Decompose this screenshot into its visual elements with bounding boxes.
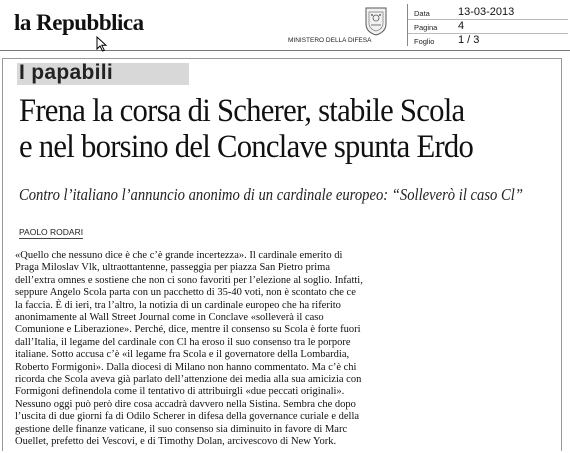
meta-label: Foglio <box>414 37 435 46</box>
body-line: anonimamente al Wall Street Journal come in Conclave «solleverà il caso <box>15 312 324 324</box>
article-body <box>15 250 555 449</box>
meta-value: 13-03-2013 <box>458 6 515 18</box>
ministry-label: MINISTERO DELLA DIFESA <box>288 37 372 44</box>
mouse-cursor-icon <box>96 36 108 52</box>
body-line: Ouellet, prefetto dei Vescovi, e di Timothy Dolan, arcivescovo di New York. <box>15 436 337 448</box>
body-line: dall’Italia, il legame del cardinale con Cl ha eroso il suo consenso tra le porpore <box>15 336 351 348</box>
body-line: Praga Miloslav Vlk, ultraottantenne, passeggia per piazza San Pietro prima <box>15 262 331 274</box>
body-line: gestione delle finanze vaticane, il suo consenso sia diminuito in favore di Marc <box>15 423 348 435</box>
headline-line: Frena la corsa di Scherer, stabile Scola <box>19 93 465 129</box>
ministry-emblem-icon <box>363 6 389 36</box>
meta-row-sheet <box>414 34 564 47</box>
meta-label: Data <box>414 9 430 18</box>
clipping-header <box>0 0 570 51</box>
article-kicker: I papabili <box>19 61 114 84</box>
body-line: dell’extra omnes e sostiene che non ci sono favoriti per l’elezione al soglio. Infatti, <box>15 274 363 286</box>
body-line: Roberto Formigoni». Dalla diocesi di Milano non hanno commentato. Ma c’è chi <box>15 361 357 373</box>
meta-label: Pagina <box>414 23 438 32</box>
meta-value: 4 <box>458 20 465 32</box>
body-line: seppure Angelo Scola parta con un pacchetto di 35-40 voti, non è scontato che ce <box>15 287 356 299</box>
article-clipping <box>2 58 562 451</box>
body-line: «Quello che nessuno dice è che c’è grande incertezza». Il cardinale emerito di <box>15 250 343 261</box>
meta-value: 1 / 3 <box>458 34 480 46</box>
newspaper-masthead: la Repubblica <box>14 10 144 35</box>
body-line: la faccia. È di ieri, tra l’altro, la notizia di un cardinale europeo che ha riferito <box>15 299 341 311</box>
body-line: italiane. Sotto accusa c’è «il legame fra Scola e il governatore della Lombardia, <box>15 349 350 361</box>
meta-row-page <box>414 20 564 33</box>
meta-row-date <box>414 6 564 19</box>
body-line: l’uscita di due giorni fa di Odilo Scherer in difesa della governance curiale e della <box>15 411 360 423</box>
body-line: Nessuno oggi può però dire cosa accadrà davvero nella Sistina. Sembra che dopo <box>15 398 356 410</box>
body-line: Formigoni definendola come il tentativo di attribuirgli «due peccati originali». <box>15 386 345 398</box>
article-headline <box>19 93 517 165</box>
metadata-box <box>407 4 568 46</box>
body-line: Comunione e Liberazione». Perché, dice, mentre il consenso su Scola è forte fuori <box>15 324 361 336</box>
article-subhead: Contro l’italiano l’annuncio anonimo di un cardinale europeo: “Solleverò il caso Cl” <box>19 185 523 204</box>
headline-line: e nel borsino del Conclave spunta Erdo <box>19 129 474 165</box>
body-line: ricorda che Scola aveva già parlato dell’attenzione dei media alla sua amicizia con <box>15 374 362 386</box>
article-byline: PAOLO RODARI <box>19 227 84 237</box>
